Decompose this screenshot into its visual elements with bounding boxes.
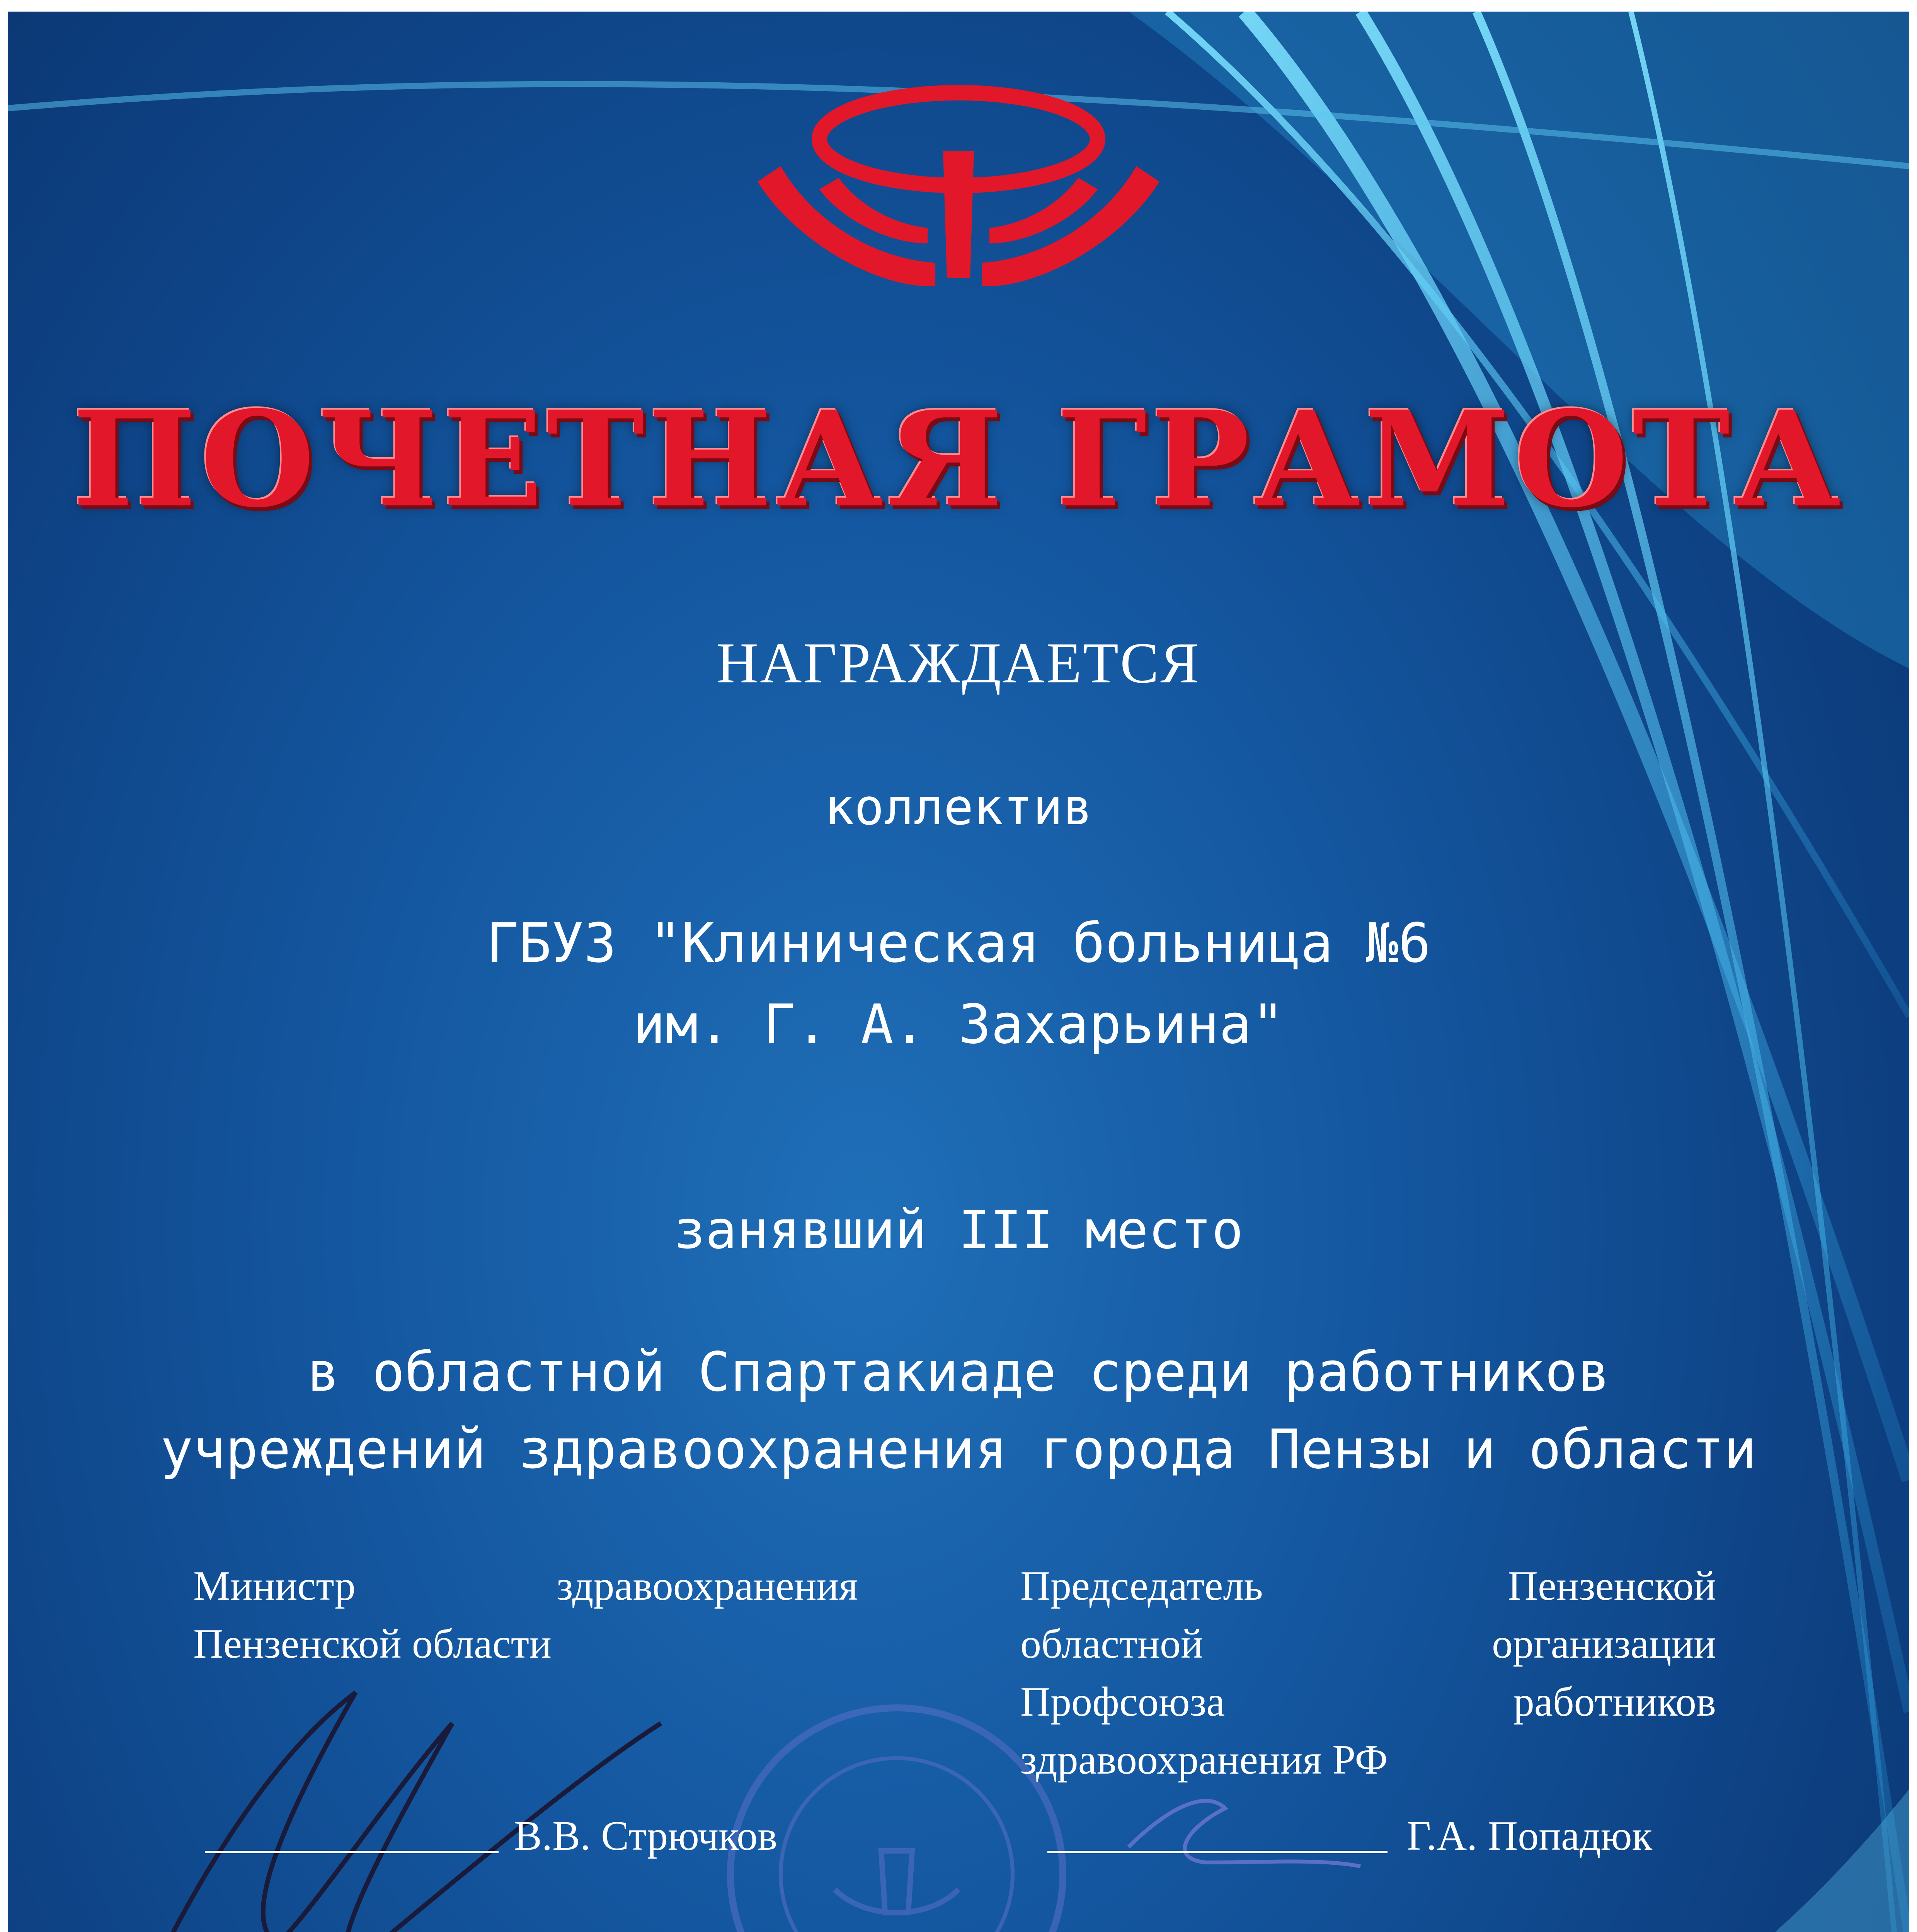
left-position-word: Министр: [193, 1563, 356, 1609]
emblem-logo: [758, 93, 1159, 286]
certificate-title: ПОЧЕТНАЯ ГРАМОТА: [72, 383, 1845, 537]
place-text: занявший III место: [674, 1200, 1243, 1261]
left-signatory-name: В.В. Стрючков: [514, 1813, 778, 1859]
right-position-line-4: здравоохранения РФ: [1020, 1737, 1388, 1783]
right-position-word: Пензенской: [1508, 1563, 1716, 1609]
official-stamp: [730, 1708, 1063, 1932]
left-signature-line: [205, 1851, 499, 1853]
event-line-1: в областной Спартакиаде среди работников: [307, 1341, 1610, 1404]
right-signature-line: [1047, 1851, 1388, 1853]
right-position-word: областной: [1020, 1621, 1203, 1667]
right-position-word: работников: [1513, 1679, 1716, 1725]
signature-right: [1129, 1801, 1360, 1866]
right-position-word: Профсоюза: [1020, 1679, 1225, 1725]
right-signatory-position: [1020, 1557, 1716, 1789]
right-position-word: организации: [1492, 1621, 1716, 1667]
certificate-sheet: [8, 12, 1909, 1932]
recipient-type: коллектив: [824, 779, 1093, 836]
awarded-label: НАГРАЖДАЕТСЯ: [716, 631, 1201, 695]
left-position-line-2: Пензенской области: [193, 1621, 552, 1667]
right-position-word: Председатель: [1020, 1563, 1263, 1609]
right-signatory-name: Г.А. Попадюк: [1407, 1813, 1653, 1859]
organization-line-2: им. Г. А. Захарьина": [633, 993, 1284, 1056]
event-line-2: учреждений здравоохранения города Пензы и области: [160, 1418, 1757, 1481]
left-position-word: здравоохранения: [556, 1563, 858, 1609]
organization-line-1: ГБУЗ "Клиническая больница №6: [486, 912, 1431, 975]
left-signatory-position: [193, 1557, 858, 1673]
